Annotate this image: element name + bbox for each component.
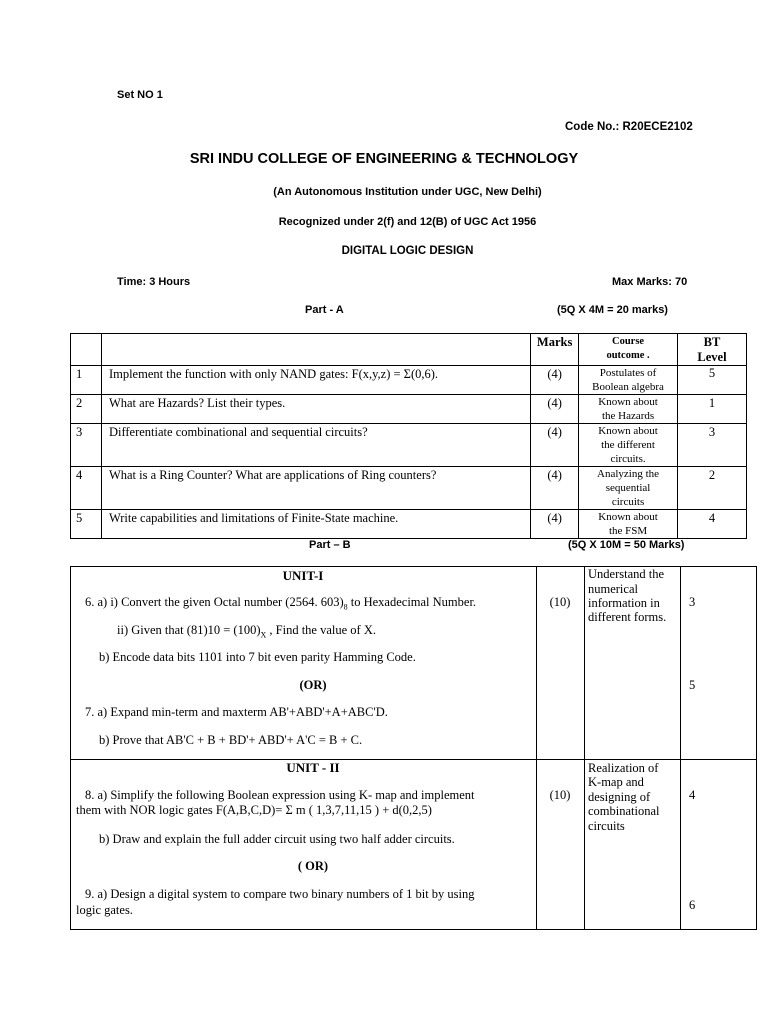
unit-1-course-outcome-1: Understand the (588, 567, 665, 581)
or-divider-1: (OR) (299, 678, 327, 692)
question-8a-line-1: 8. a) Simplify the following Boolean expression using K- map and implement (85, 788, 475, 802)
question-9a-line-2: logic gates. (76, 903, 133, 917)
bt-level: 1 (678, 395, 747, 424)
header-no-cell (71, 334, 102, 366)
question-text: What are Hazards? List their types. (101, 395, 530, 424)
course-outcome: Postulates of Boolean algebra (579, 366, 678, 395)
bt-level: 2 (678, 467, 747, 510)
table-row (71, 510, 747, 539)
unit-2-title: UNIT - II (286, 760, 340, 775)
unit-2-course-outcome-2: K-map and (588, 775, 644, 789)
unit-1-bt-level-2: 5 (689, 678, 696, 692)
table-row (71, 395, 747, 424)
question-number: 5 (71, 510, 102, 539)
or-divider-2: ( OR) (297, 859, 329, 873)
header-question-cell (101, 334, 530, 366)
question-7a: 7. a) Expand min-term and maxterm AB'+ABD'+A+ABC'D. (85, 705, 388, 719)
question-text: Differentiate combinational and sequential circuits? (101, 424, 530, 467)
subject-title: DIGITAL LOGIC DESIGN (341, 245, 474, 257)
question-marks: (4) (531, 467, 579, 510)
header-marks: Marks (531, 334, 579, 366)
question-6b: b) Encode data bits 1101 into 7 bit even parity Hamming Code. (99, 650, 416, 664)
unit-2-course-outcome-5: circuits (588, 819, 625, 833)
unit-2-course-outcome-4: combinational (588, 804, 660, 818)
part-b-marks-note: (5Q X 10M = 50 Marks) (568, 539, 685, 551)
set-number: Set NO 1 (117, 89, 163, 101)
table-row (71, 467, 747, 510)
question-8b: b) Draw and explain the full adder circuit using two half adder circuits. (99, 832, 455, 846)
unit-2-bt-level-1: 4 (689, 788, 696, 802)
table-row (71, 424, 747, 467)
question-marks: (4) (531, 510, 579, 539)
question-marks: (4) (531, 366, 579, 395)
header-course-outcome: Course outcome . (579, 334, 678, 366)
bt-level: 5 (678, 366, 747, 395)
question-6a-ii: ii) Given that $(81)10 = (100)_X$ , Find the value of X. (117, 623, 376, 640)
part-b-title: Part – B (309, 539, 351, 551)
question-7b: b) Prove that AB'C + B + BD'+ ABD'+ A'C = B + C. (99, 733, 363, 747)
bt-level: 4 (678, 510, 747, 539)
question-6a-i: 6. a) i) Convert the given Octal number (2564. $603)_8$ to Hexadecimal Number. (85, 595, 477, 612)
exam-time: Time: 3 Hours (117, 276, 191, 288)
part-a-header-row (71, 334, 747, 366)
recognition-note: Recognized under 2(f) and 12(B) of UGC Act 1956 (278, 216, 537, 228)
header-bt-level: BT Level (678, 334, 747, 366)
column-divider (680, 566, 681, 930)
unit-2-course-outcome-1: Realization of (588, 761, 659, 775)
course-outcome: Known about the different circuits. (579, 424, 678, 467)
course-outcome: Analyzing the sequential circuits (579, 467, 678, 510)
unit-2-course-outcome-3: designing of (588, 790, 651, 804)
part-a-table (70, 333, 747, 539)
question-marks: (4) (531, 395, 579, 424)
course-outcome: Known about the FSM (579, 510, 678, 539)
part-a-title: Part - A (305, 304, 344, 316)
unit-1-title: UNIT-I (282, 568, 324, 583)
code-number: Code No.: R20ECE2102 (565, 121, 693, 133)
question-number: 4 (71, 467, 102, 510)
column-divider (536, 566, 537, 930)
question-text: What is a Ring Counter? What are applications of Ring counters? (101, 467, 530, 510)
unit-2-marks: (10) (549, 788, 571, 802)
question-marks: (4) (531, 424, 579, 467)
column-divider (584, 566, 585, 930)
bt-level: 3 (678, 424, 747, 467)
unit-1-marks: (10) (549, 595, 571, 609)
question-9a-line-1: 9. a) Design a digital system to compare two binary numbers of 1 bit by using (85, 887, 475, 901)
unit-1-course-outcome-2: numerical (588, 582, 638, 596)
question-8a-line-2: them with NOR logic gates F(A,B,C,D)= Σ m ( 1,3,7,11,15 ) + d(0,2,5) (76, 803, 432, 817)
question-text: Implement the function with only NAND gates: F(x,y,z) = Σ(0,6). (101, 366, 530, 395)
table-row (71, 366, 747, 395)
question-number: 1 (71, 366, 102, 395)
unit-1-course-outcome-3: information in (588, 596, 660, 610)
unit-1-course-outcome-4: different forms. (588, 610, 667, 624)
max-marks: Max Marks: 70 (612, 276, 688, 288)
college-name: SRI INDU COLLEGE OF ENGINEERING & TECHNOLOGY (189, 151, 579, 167)
course-outcome: Known about the Hazards (579, 395, 678, 424)
unit-1-bt-level-1: 3 (689, 595, 696, 609)
part-a-marks-note: (5Q X 4M = 20 marks) (557, 304, 668, 316)
question-number: 3 (71, 424, 102, 467)
question-text: Write capabilities and limitations of Finite-State machine. (101, 510, 530, 539)
autonomous-note: (An Autonomous Institution under UGC, New Delhi) (273, 186, 542, 198)
question-number: 2 (71, 395, 102, 424)
unit-2-bt-level-2: 6 (689, 898, 696, 912)
